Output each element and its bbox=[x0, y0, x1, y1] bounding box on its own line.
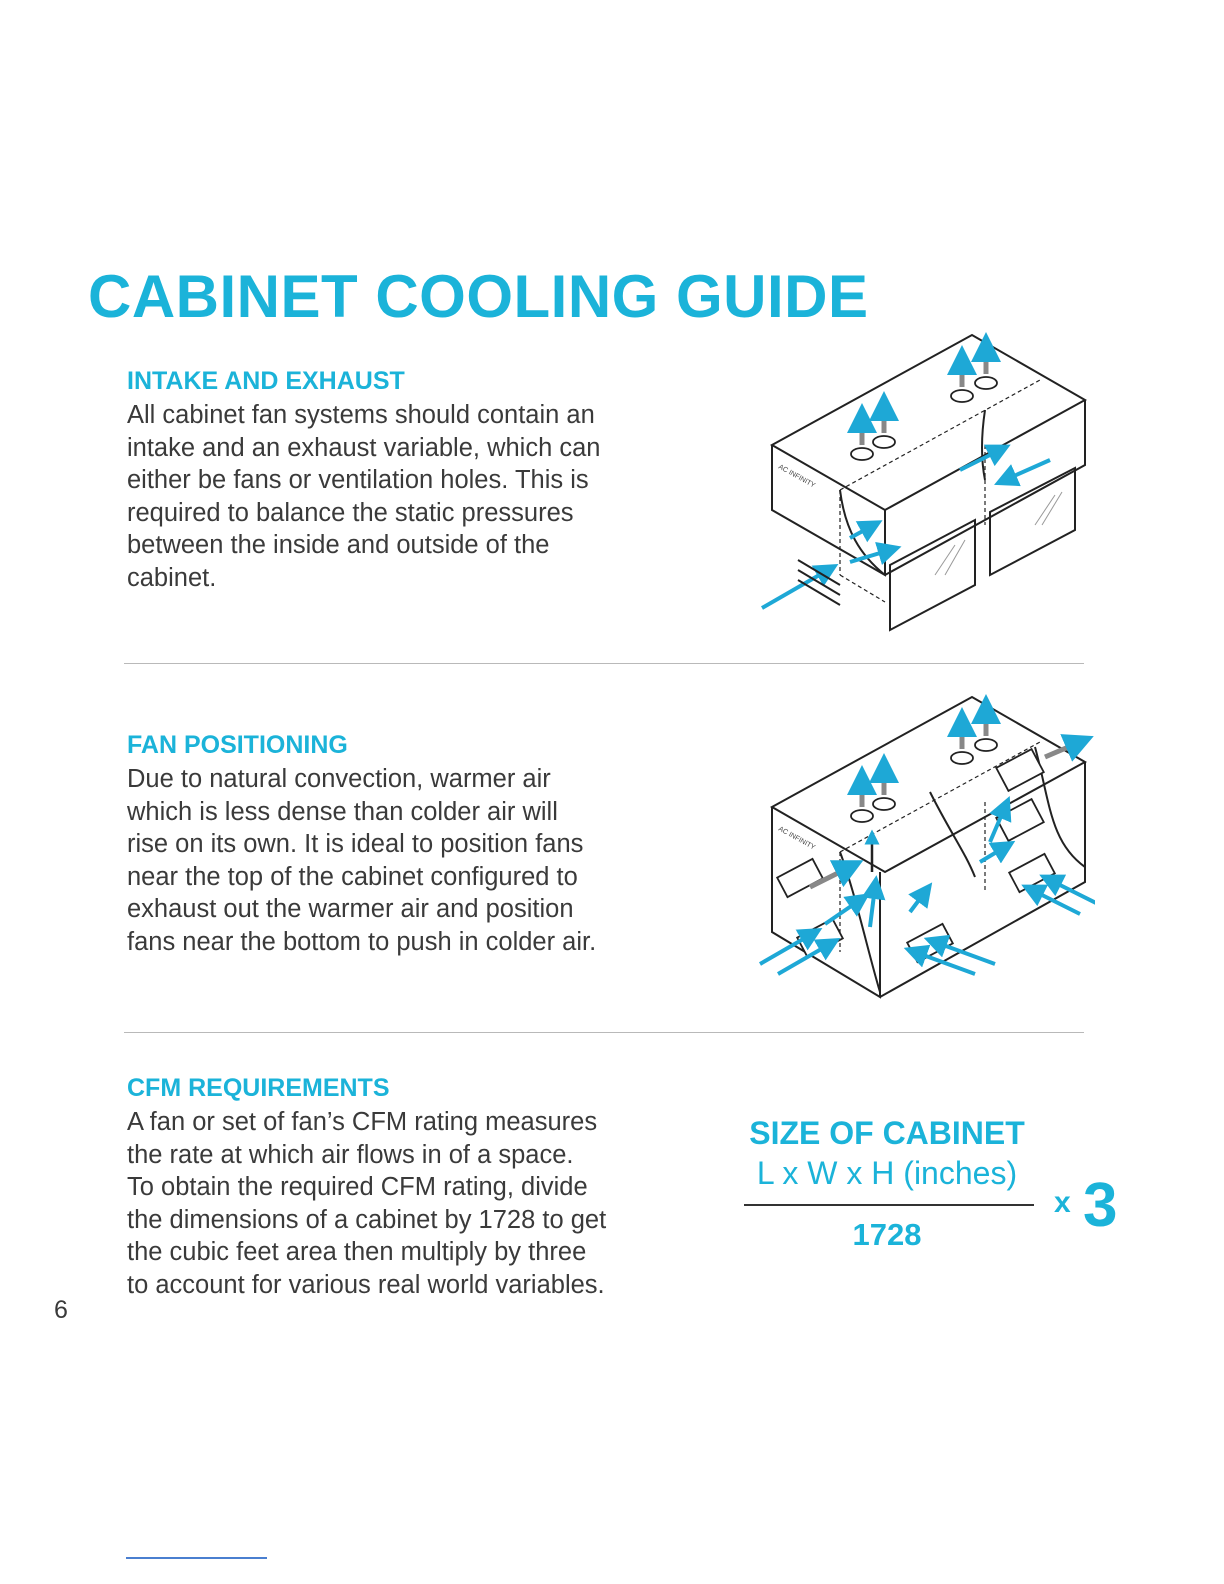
formula-multiplier: 3 bbox=[1083, 1171, 1118, 1240]
formula-title: SIZE OF CABINET bbox=[749, 1115, 1025, 1151]
section-body-cfm-requirements: A fan or set of fan’s CFM rating measures the rate at which air flows in of a space. To obtain the required CFM rating, divide the dimensions of a cabinet by 1728 to get the cubic feet area then multiply by three to account for various real world variables. bbox=[127, 1108, 607, 1299]
formula-fraction-bar bbox=[744, 1204, 1034, 1206]
formula-denominator: 1728 bbox=[852, 1217, 922, 1252]
section-body-fan-positioning: Due to natural convection, warmer air which is less dense than colder air will rise on its own. It is ideal to position fans near the top of the cabinet configured to exhaust out the warmer air and position fans near the bottom to push in colder air. bbox=[127, 765, 597, 956]
brand-label-2: AC INFINITY bbox=[777, 825, 817, 852]
cabinet-fan-positioning-illustration bbox=[750, 692, 1095, 1002]
section-body-intake-exhaust: All cabinet fan systems should contain an intake and an exhaust variable, which can either be fans or ventilation holes. This is required to balance the static pressures between the inside and outside of the cabinet. bbox=[127, 401, 601, 592]
formula-times-sign: x bbox=[1054, 1186, 1071, 1219]
brand-label: AC INFINITY bbox=[777, 463, 817, 490]
section-divider bbox=[124, 1032, 1084, 1033]
footer-rule bbox=[126, 1557, 267, 1559]
formula-dimensions: L x W x H (inches) bbox=[756, 1155, 1018, 1191]
section-heading-fan-positioning: FAN POSITIONING bbox=[127, 731, 348, 759]
page-number: 6 bbox=[54, 1296, 68, 1324]
section-heading-cfm-requirements: CFM REQUIREMENTS bbox=[127, 1074, 390, 1102]
section-heading-intake-exhaust: INTAKE AND EXHAUST bbox=[127, 367, 405, 395]
section-divider bbox=[124, 663, 1084, 664]
page-title: CABINET COOLING GUIDE bbox=[88, 263, 869, 330]
cabinet-intake-exhaust-illustration bbox=[750, 330, 1095, 640]
